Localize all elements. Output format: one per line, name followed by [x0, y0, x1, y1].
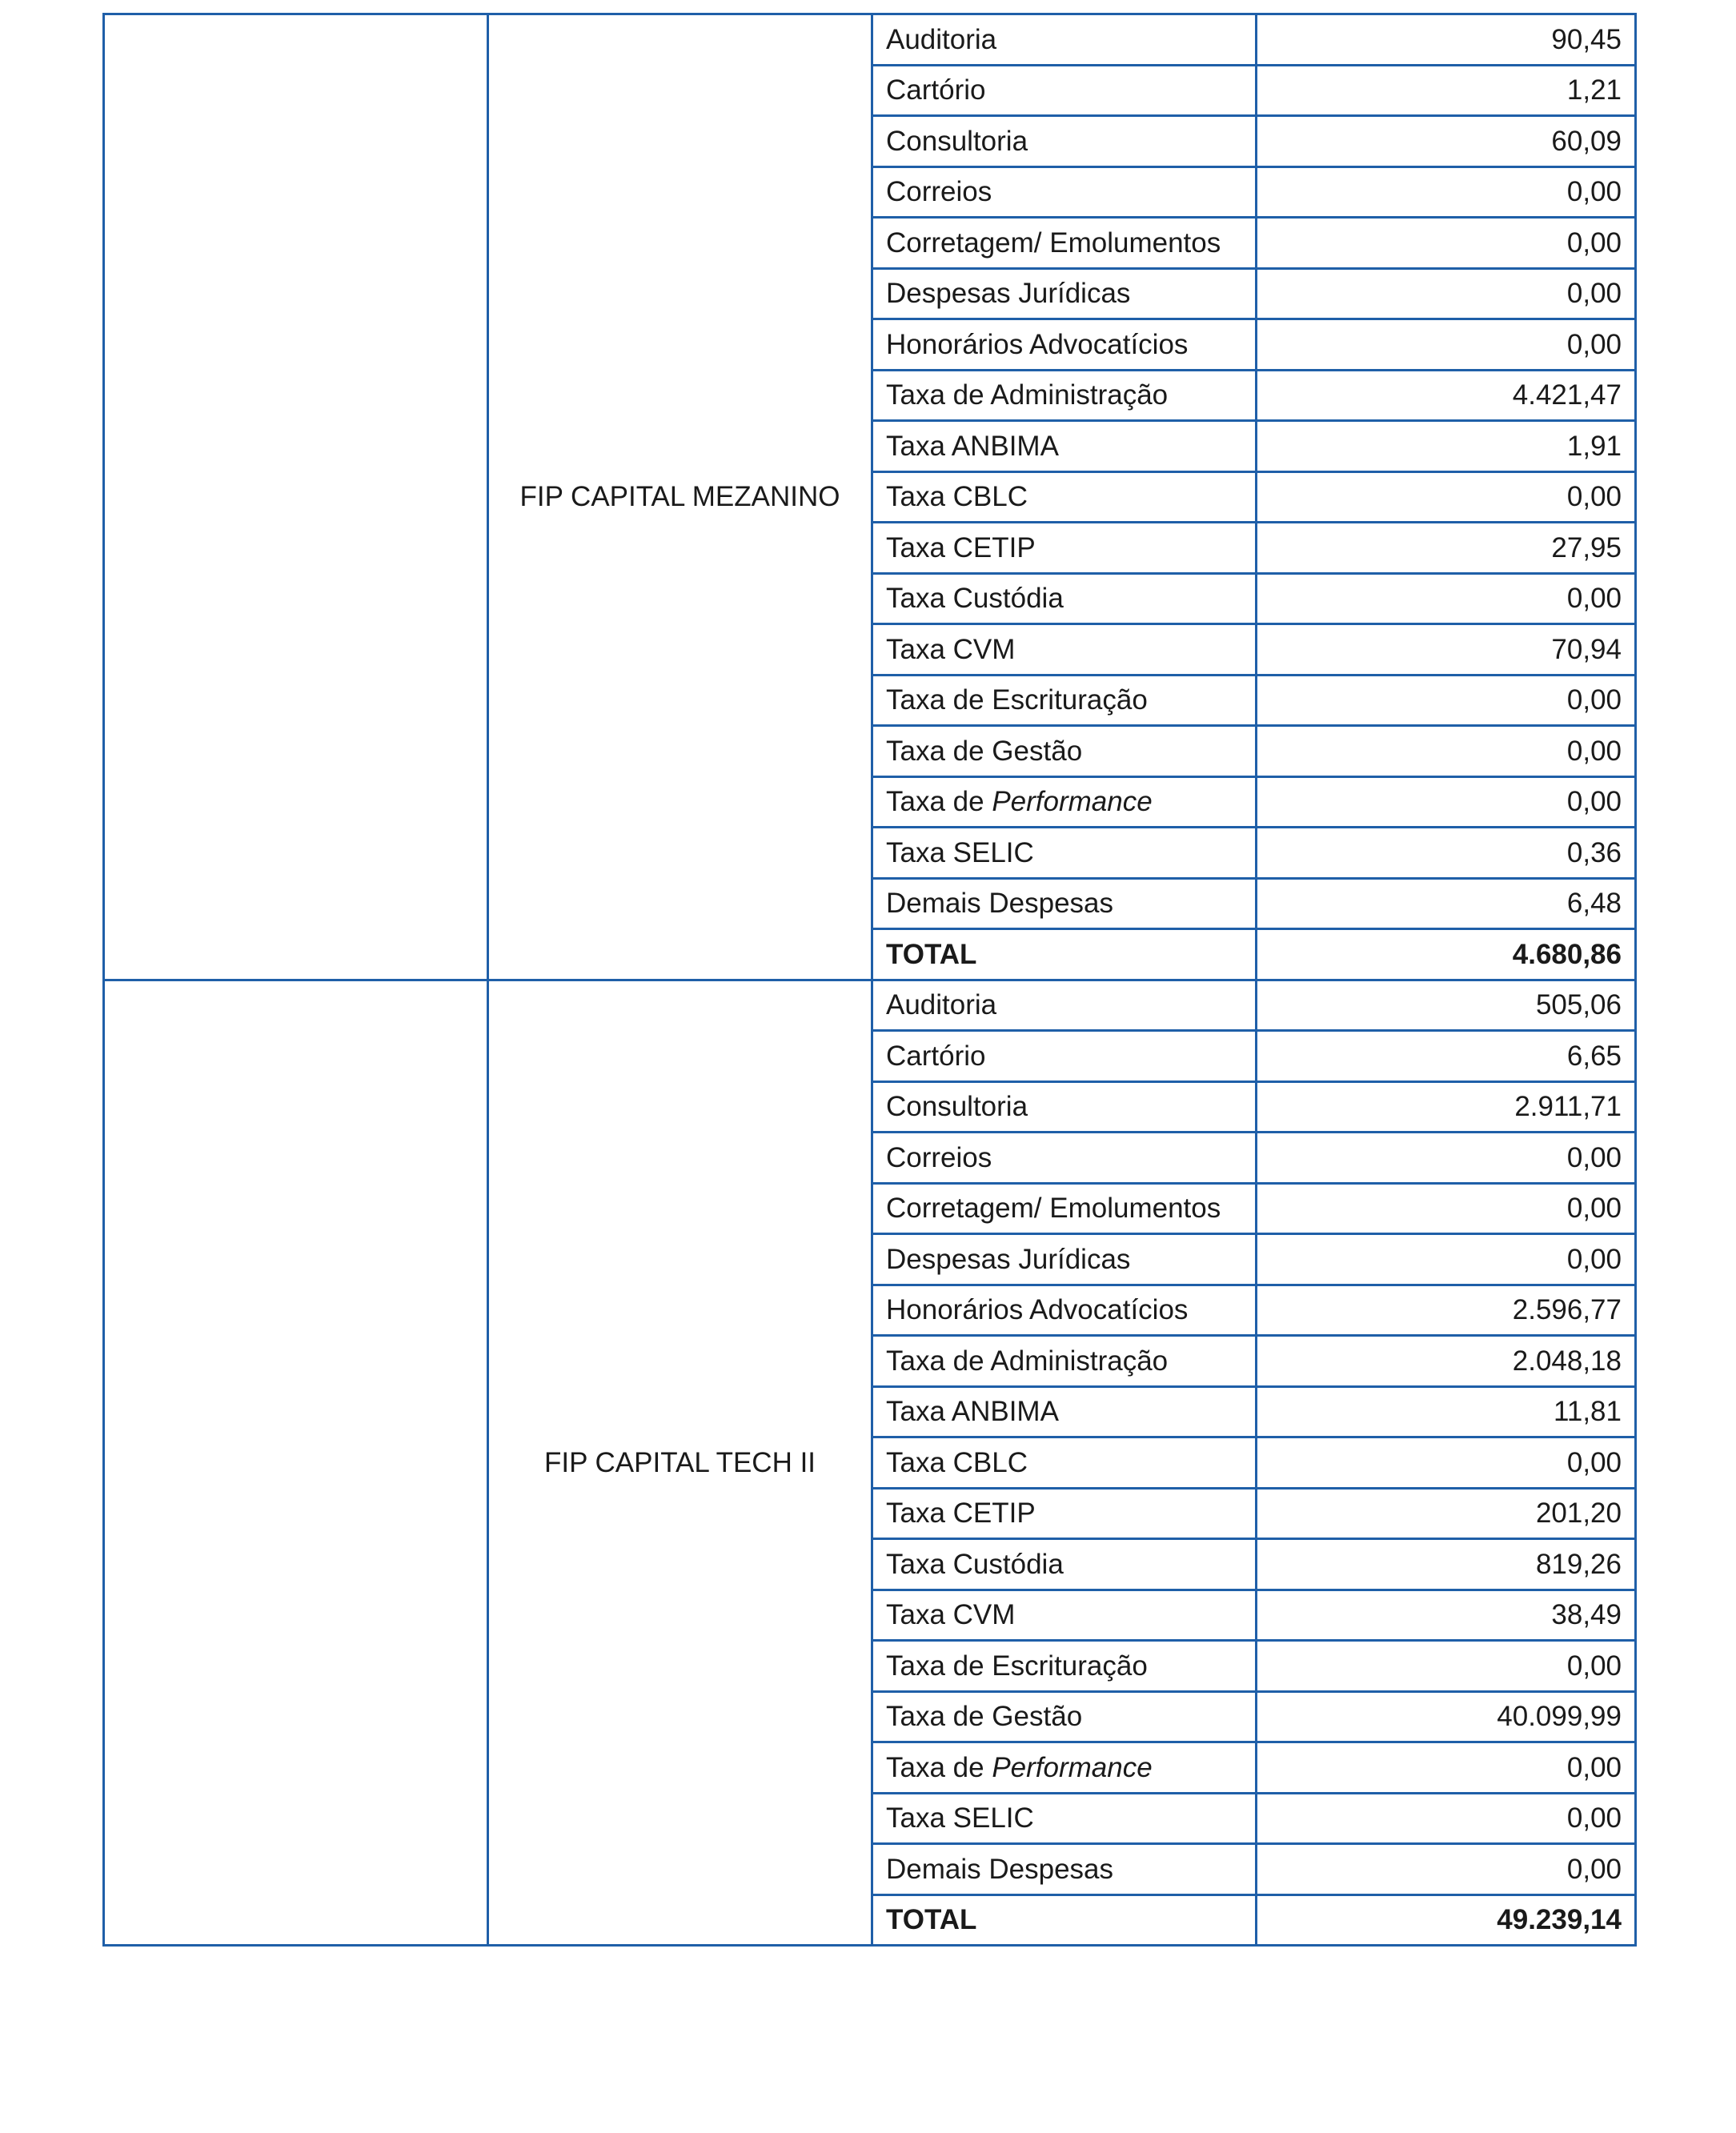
expense-label: Taxa de Gestão — [872, 726, 1257, 777]
expense-label: Honorários Advocatícios — [872, 1285, 1257, 1336]
expense-label: Taxa de Gestão — [872, 1691, 1257, 1742]
expense-value: 40.099,99 — [1257, 1691, 1636, 1742]
expense-value: 38,49 — [1257, 1590, 1636, 1641]
expense-value: 0,00 — [1257, 319, 1636, 371]
expense-value: 201,20 — [1257, 1488, 1636, 1539]
expense-label: Taxa SELIC — [872, 1793, 1257, 1844]
expense-value: 0,00 — [1257, 218, 1636, 269]
expense-value: 90,45 — [1257, 14, 1636, 66]
expense-value: 0,00 — [1257, 726, 1636, 777]
expense-value: 0,00 — [1257, 471, 1636, 523]
empty-cell — [104, 980, 488, 1946]
total-label: TOTAL — [872, 929, 1257, 980]
expenses-table — [102, 13, 1637, 1947]
expense-label: Taxa de Administração — [872, 370, 1257, 421]
expense-value: 27,95 — [1257, 523, 1636, 574]
expense-label: Demais Despesas — [872, 1844, 1257, 1895]
expense-label — [872, 1742, 1257, 1794]
expense-value: 0,36 — [1257, 828, 1636, 879]
expense-label: Cartório — [872, 65, 1257, 116]
expense-label-italic: Performance — [992, 786, 1153, 818]
expense-label: Auditoria — [872, 14, 1257, 66]
expense-value: 0,00 — [1257, 573, 1636, 624]
expense-label: Taxa de Escrituração — [872, 675, 1257, 726]
expense-value: 0,00 — [1257, 1793, 1636, 1844]
expense-label: Correios — [872, 1133, 1257, 1184]
empty-cell — [104, 14, 488, 980]
total-value: 49.239,14 — [1257, 1894, 1636, 1946]
expense-value: 0,00 — [1257, 1641, 1636, 1692]
expense-label-prefix: Taxa de — [886, 1751, 992, 1783]
expense-label: Cartório — [872, 1031, 1257, 1082]
expense-label: Demais Despesas — [872, 878, 1257, 929]
expense-label: Corretagem/ Emolumentos — [872, 1183, 1257, 1234]
expense-value: 505,06 — [1257, 980, 1636, 1031]
expense-value: 6,65 — [1257, 1031, 1636, 1082]
expense-value: 0,00 — [1257, 675, 1636, 726]
total-value: 4.680,86 — [1257, 929, 1636, 980]
expense-label: Taxa CBLC — [872, 1437, 1257, 1489]
expense-value: 0,00 — [1257, 1437, 1636, 1489]
expense-value: 0,00 — [1257, 1133, 1636, 1184]
expense-label: Corretagem/ Emolumentos — [872, 218, 1257, 269]
expense-value: 0,00 — [1257, 1742, 1636, 1794]
expense-value: 819,26 — [1257, 1539, 1636, 1590]
expense-label: Consultoria — [872, 1081, 1257, 1133]
expense-label: Taxa CVM — [872, 624, 1257, 676]
expense-value: 1,21 — [1257, 65, 1636, 116]
expense-value: 11,81 — [1257, 1386, 1636, 1437]
expense-value: 4.421,47 — [1257, 370, 1636, 421]
expense-value: 2.911,71 — [1257, 1081, 1636, 1133]
expense-value: 60,09 — [1257, 116, 1636, 167]
expense-value: 6,48 — [1257, 878, 1636, 929]
expense-value: 0,00 — [1257, 1183, 1636, 1234]
expense-label: Taxa CETIP — [872, 523, 1257, 574]
expense-label: Taxa de Administração — [872, 1336, 1257, 1387]
table-row — [104, 14, 1636, 66]
expense-label: Taxa ANBIMA — [872, 421, 1257, 472]
expense-value: 0,00 — [1257, 776, 1636, 828]
expense-label: Taxa ANBIMA — [872, 1386, 1257, 1437]
expense-value: 70,94 — [1257, 624, 1636, 676]
expense-label: Taxa CBLC — [872, 471, 1257, 523]
expense-label: Taxa SELIC — [872, 828, 1257, 879]
expense-value: 0,00 — [1257, 1234, 1636, 1285]
total-label: TOTAL — [872, 1894, 1257, 1946]
expense-label: Taxa Custódia — [872, 1539, 1257, 1590]
expense-value: 2.596,77 — [1257, 1285, 1636, 1336]
expense-value: 0,00 — [1257, 166, 1636, 218]
expense-label: Honorários Advocatícios — [872, 319, 1257, 371]
expense-label: Taxa CVM — [872, 1590, 1257, 1641]
expenses-table-body — [104, 14, 1636, 1946]
fund-name: FIP CAPITAL TECH II — [488, 980, 872, 1946]
expense-label: Taxa Custódia — [872, 573, 1257, 624]
expense-value: 0,00 — [1257, 268, 1636, 319]
expense-label: Correios — [872, 166, 1257, 218]
table-row — [104, 980, 1636, 1031]
expense-label: Taxa CETIP — [872, 1488, 1257, 1539]
expense-label: Despesas Jurídicas — [872, 268, 1257, 319]
expense-label — [872, 776, 1257, 828]
expense-label-italic: Performance — [992, 1751, 1153, 1783]
expense-label: Taxa de Escrituração — [872, 1641, 1257, 1692]
expense-value: 2.048,18 — [1257, 1336, 1636, 1387]
expense-value: 0,00 — [1257, 1844, 1636, 1895]
expense-label: Auditoria — [872, 980, 1257, 1031]
expense-label-prefix: Taxa de — [886, 786, 992, 818]
expense-label: Consultoria — [872, 116, 1257, 167]
expense-label: Despesas Jurídicas — [872, 1234, 1257, 1285]
fund-name: FIP CAPITAL MEZANINO — [488, 14, 872, 980]
expense-value: 1,91 — [1257, 421, 1636, 472]
